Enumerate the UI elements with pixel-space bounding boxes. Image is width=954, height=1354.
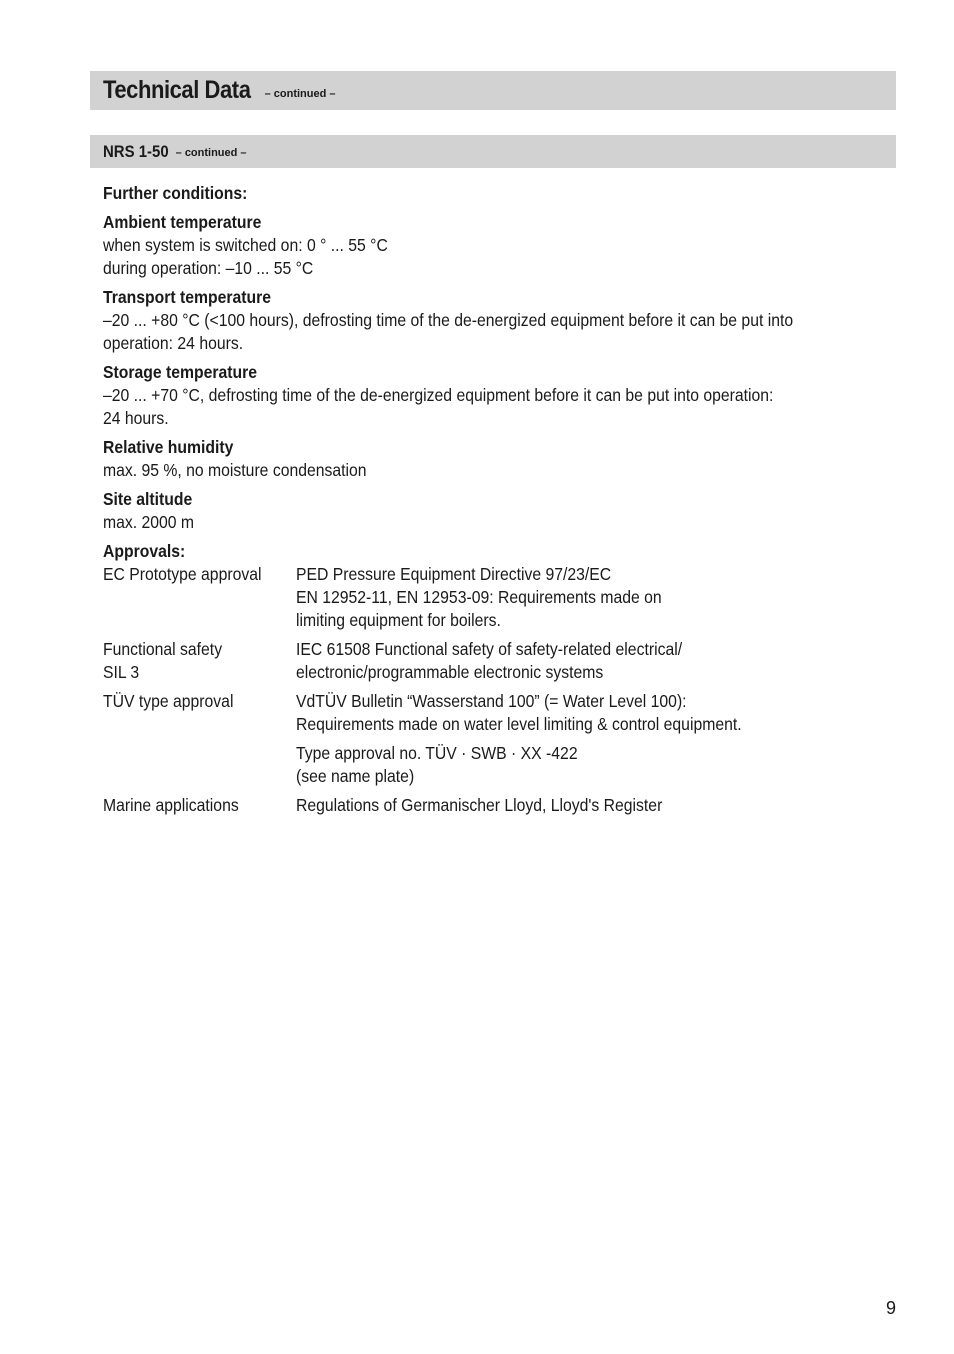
approval-row-functional-safety <box>103 638 791 690</box>
transport-temperature-line: operation: 24 hours. <box>103 333 244 353</box>
section-header <box>90 135 896 168</box>
approval-value-line: IEC 61508 Functional safety of safety-related electrical/ <box>296 639 683 659</box>
transport-temperature-line: –20 ... +80 °C (<100 hours), defrosting time of the de-energized equipment before it can be put into <box>103 310 794 330</box>
page-title: Technical Data <box>103 76 251 104</box>
ambient-temperature-line: during operation: –10 ... 55 °C <box>103 258 314 278</box>
site-altitude-block <box>103 488 883 534</box>
relative-humidity-line: max. 95 %, no moisture condensation <box>103 460 367 480</box>
approval-value-line: (see name plate) <box>296 766 415 786</box>
approvals-block <box>103 540 883 817</box>
transport-temperature-block <box>103 286 883 355</box>
content <box>103 182 883 823</box>
storage-temperature-line: –20 ... +70 °C, defrosting time of the de-energized equipment before it can be put into operation: <box>103 385 774 405</box>
approval-value-line: limiting equipment for boilers. <box>296 610 501 630</box>
approval-value-line: Regulations of Germanischer Lloyd, Lloyd's Register <box>296 795 663 815</box>
approval-value-line: EN 12952-11, EN 12953-09: Requirements made on <box>296 587 662 607</box>
approval-label: Functional safety <box>103 639 223 659</box>
section-title-continued: – continued – <box>175 147 247 159</box>
approval-label: TÜV type approval <box>103 691 234 711</box>
approval-row-ec <box>103 563 791 638</box>
site-altitude-heading: Site altitude <box>103 489 193 509</box>
site-altitude-line: max. 2000 m <box>103 512 195 532</box>
storage-temperature-line: 24 hours. <box>103 408 169 428</box>
approval-label: EC Prototype approval <box>103 564 262 584</box>
approval-value-line: electronic/programmable electronic systems <box>296 662 604 682</box>
approval-label: SIL 3 <box>103 662 140 682</box>
storage-temperature-block <box>103 361 883 430</box>
storage-temperature-heading: Storage temperature <box>103 362 258 382</box>
further-conditions-block <box>103 182 883 205</box>
approval-value-line: Requirements made on water level limiting & control equipment. <box>296 714 742 734</box>
ambient-temperature-block <box>103 211 883 280</box>
page-header <box>90 71 896 110</box>
page-title-continued: – continued – <box>264 87 336 100</box>
section-title: NRS 1-50 <box>103 141 169 161</box>
transport-temperature-heading: Transport temperature <box>103 287 272 307</box>
ambient-temperature-line: when system is switched on: 0 ° ... 55 °C <box>103 235 388 255</box>
approval-row-marine <box>103 794 791 817</box>
approval-value-line: VdTÜV Bulletin “Wasserstand 100” (= Water Level 100): <box>296 691 687 711</box>
approval-row-tuv <box>103 690 791 794</box>
approval-value-line: Type approval no. TÜV · SWB · XX -422 <box>296 743 578 763</box>
relative-humidity-block <box>103 436 883 482</box>
ambient-temperature-heading: Ambient temperature <box>103 212 262 232</box>
approvals-heading: Approvals: <box>103 541 186 561</box>
approvals-table <box>103 563 791 817</box>
approval-value-line: PED Pressure Equipment Directive 97/23/EC <box>296 564 612 584</box>
relative-humidity-heading: Relative humidity <box>103 437 234 457</box>
further-conditions-heading: Further conditions: <box>103 183 248 203</box>
page-number: 9 <box>885 1298 896 1318</box>
approval-label: Marine applications <box>103 795 239 815</box>
